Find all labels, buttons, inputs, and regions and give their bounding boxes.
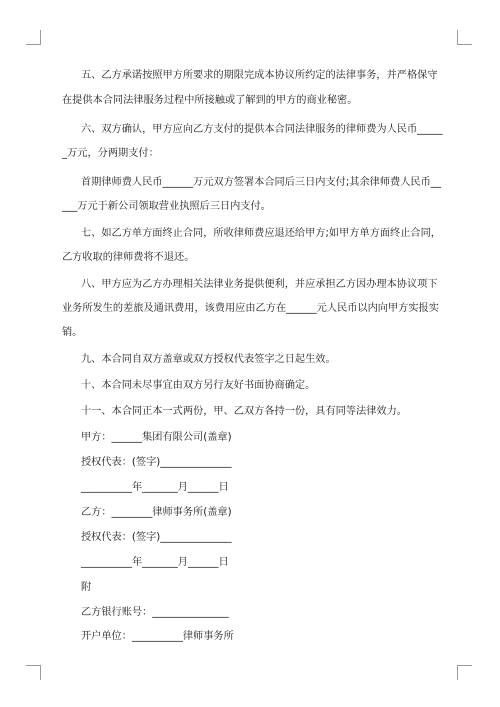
text-line-23: 开户单位：__________律师事务所 xyxy=(81,631,234,642)
text-line-6: ___万元于新公司领取营业执照后三日内支付。 xyxy=(62,201,271,212)
text-line-4: _万元，分两期支付： xyxy=(62,148,159,159)
text-line-13: 十、本合同未尽事宜由双方另行友好书面协商确定。 xyxy=(81,380,316,391)
crop-mark-bottom-left xyxy=(26,665,41,680)
text-line-7: 七、如乙方单方面终止合同，所收律师费应退还给甲方;如甲方单方面终止合同， xyxy=(81,228,441,239)
text-line-22: 乙方银行账号：_______________ xyxy=(81,607,229,618)
crop-mark-top-right xyxy=(457,30,472,45)
text-line-17: __________年_______月______日 xyxy=(81,482,229,493)
text-line-16: 授权代表：(签字)______________ xyxy=(81,457,232,468)
text-line-18: 乙方：________律师事务所(盖章) xyxy=(81,507,232,518)
text-line-20: __________年_______月______日 xyxy=(81,557,229,568)
text-line-2: 在提供本合同法律服务过程中所接触或了解到的甲方的商业秘密。 xyxy=(62,95,358,106)
text-line-11: 销。 xyxy=(62,327,83,338)
text-line-15: 甲方：______集团有限公司(盖章) xyxy=(81,432,232,443)
text-line-14: 十一、本合同正本一式两份，甲、乙双方各持一份，具有同等法律效力。 xyxy=(81,406,407,417)
text-line-9: 八、甲方应为乙方办理相关法律业务提供便利，并应承担乙方因办理本协议项下 xyxy=(81,279,438,290)
crop-mark-top-left xyxy=(26,30,41,45)
text-line-5: 首期律师费人民币______万元双方签署本合同后三日内支付;其余律师费人民币__ xyxy=(81,177,441,188)
text-line-1: 五、乙方承诺按照甲方所要求的期限完成本协议所约定的法律事务，并严格保守 xyxy=(81,70,438,81)
text-line-12: 九、本合同自双方盖章或双方授权代表签字之日起生效。 xyxy=(81,354,336,365)
text-line-10: 业务所发生的差旅及通讯费用，该费用应由乙方在______元人民币以内向甲方实报实 xyxy=(62,303,439,314)
text-line-3: 六、双方确认，甲方应向乙方支付的提供本合同法律服务的律师费为人民币_____ xyxy=(81,124,443,135)
text-line-21: 附 xyxy=(81,582,92,593)
text-line-19: 授权代表：(签字)______________ xyxy=(81,532,232,543)
text-line-8: 乙方收取的律师费将不退还。 xyxy=(62,252,195,263)
crop-mark-bottom-right xyxy=(457,665,472,680)
